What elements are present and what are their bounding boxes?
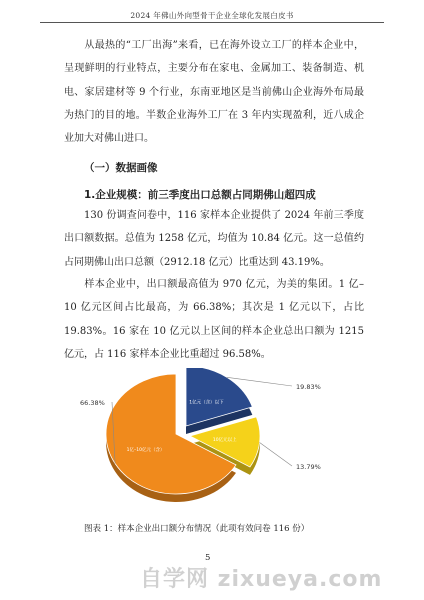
figure-caption: 图表 1：样本企业出口额分布情况（此项有效问卷 116 份） — [84, 524, 310, 534]
page-header: 2024 年佛山外向型骨干企业全球化发展白皮书 — [130, 11, 294, 20]
subsection-heading: 1.企业规模：前三季度出口总额占同期佛山超四成 — [84, 189, 316, 201]
paragraph-text: 130 份调查问卷中，116 家样本企业提供了 2024 年前三季度出口额数据。总值为 1258 亿元，均值为 10.84 亿元。这一总值约占同期佛山出口总额（2912.18 亿元）比重达到 43.19%。 — [64, 210, 364, 268]
paragraph-text: 样本企业中，出口额最高值为 970 亿元，为美的集团。1 亿–10 亿元区间占比最高，为 66.38%；其次是 1 亿元以下，占比 19.83%。16 家在 10 亿元以上区间的样本企业总出口额为 1215 亿元，占 116 家样本企业比重超过 96.58%。 — [64, 279, 364, 360]
pie-slice-inner-label-2: 10亿元以上 — [212, 438, 237, 444]
pie-slice-inner-label-1: 1亿元（含）以下 — [189, 400, 224, 406]
page-number: 5 — [205, 553, 211, 563]
pie-percentage-label-1: 19.83% — [296, 383, 321, 391]
paragraph-export-total — [64, 204, 364, 274]
header-divider — [40, 22, 384, 23]
section-heading: （一）数据画像 — [84, 162, 158, 174]
paragraph-export-distribution — [64, 273, 364, 366]
leader-line-2 — [260, 442, 292, 466]
export-distribution-pie-chart — [60, 368, 360, 508]
pie-percentage-label-0: 66.38% — [80, 399, 105, 407]
watermark: 自学网 zixueya.com — [140, 567, 383, 592]
pie-slice-inner-label-0: 1亿–10亿元（含） — [126, 447, 165, 453]
paragraph-factory-overseas — [64, 34, 364, 150]
pie-percentage-label-2: 13.79% — [296, 463, 321, 471]
paragraph-text: 从最热的“工厂出海”来看，已在海外设立工厂的样本企业中，呈现鲜明的行业特点，主要分布在家电、金属加工、装备制造、机电、家居建材等 9 个行业，东南亚地区是当前佛山企业海外布局最为热门的目的地。半数企业海外工厂在 3 年内实现盈利，近八成企业加大对佛山进口。 — [64, 40, 364, 145]
